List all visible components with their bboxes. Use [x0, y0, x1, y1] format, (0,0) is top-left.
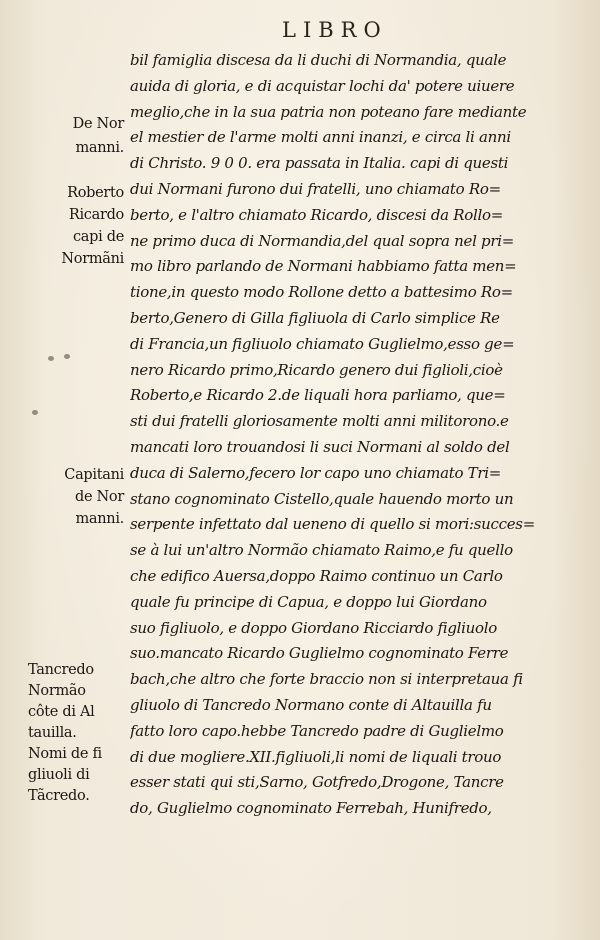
text-line: ne primo duca di Normandia,del qual sopra nel pri= — [130, 231, 514, 250]
text-line: meglio,che in la sua patria non poteano fare mediante — [130, 102, 527, 121]
margin-note-line: manni. — [75, 511, 124, 527]
text-line: suo.mancato Ricardo Guglielmo cognominato Ferre — [130, 644, 509, 663]
text-line: sti dui fratelli gloriosamente molti anni militorono.e — [130, 412, 509, 431]
text-line: che edifico Auersa,doppo Raimo continuo un Carlo — [130, 566, 503, 585]
text-line: gliuolo di Tancredo Normano conte di Altauilla fu — [130, 695, 492, 714]
margin-note-line: Nomi de fi — [28, 746, 102, 762]
margin-note-line: gliuoli di — [28, 767, 90, 783]
text-line: di Francia,un figliuolo chiamato Guglielmo,esso ge= — [130, 334, 515, 353]
text-line: di due mogliere.XII.figliuoli,li nomi de liquali trouo — [130, 747, 502, 766]
margin-note-line: Tãcredo. — [28, 788, 90, 804]
running-header: LIBRO — [282, 18, 388, 42]
margin-note-line: Normão — [28, 683, 86, 699]
margin-note-line: Tancredo — [28, 662, 94, 678]
text-line: fatto loro capo.hebbe Tancredo padre di Guglielmo — [130, 721, 504, 740]
text-line: quale fu principe di Capua, e doppo lui Giordano — [130, 592, 487, 611]
text-line: se à lui un'altro Normão chiamato Raimo,e fu quello — [130, 541, 513, 560]
text-line: duca di Salerno,fecero lor capo uno chiamato Tri= — [130, 463, 502, 482]
margin-note-tancredo — [28, 660, 124, 807]
margin-note-roberto-ricardo — [28, 182, 124, 270]
margin-note-line: tauilla. — [28, 725, 77, 741]
margin-note-line: De Nor — [72, 116, 124, 132]
margin-note-line: Capitani — [64, 467, 124, 483]
text-line: bach,che altro che forte braccio non si interpretaua fi — [130, 670, 523, 689]
text-line: berto, e l'altro chiamato Ricardo, discesi da Rollo= — [130, 205, 503, 224]
text-line: Roberto,e Ricardo 2.de liquali hora parliamo, que= — [130, 386, 506, 405]
margin-note-normanni — [28, 112, 124, 160]
body-text — [130, 48, 560, 822]
text-line: suo figliuolo, e doppo Giordano Ricciardo figliuolo — [130, 618, 497, 637]
margin-note-line: côte di Al — [28, 704, 95, 720]
text-line: tione,in questo modo Rollone detto a battesimo Ro= — [130, 283, 513, 302]
text-line: di Christo. 9 0 0. era passata in Italia. capi di questi — [130, 154, 509, 173]
text-line: dui Normani furono dui fratelli, uno chiamato Ro= — [130, 179, 501, 198]
text-line: nero Ricardo primo,Ricardo genero dui figlioli,cioè — [130, 360, 503, 379]
margin-note-line: Normãni — [61, 251, 124, 267]
text-line: serpente infettato dal ueneno di quello si mori:succes= — [130, 515, 535, 534]
margin-note-line: capi de — [72, 229, 124, 245]
ink-blot — [64, 354, 70, 359]
text-line: esser stati qui sti,Sarno, Gotfredo,Drogone, Tancre — [130, 773, 504, 792]
margin-note-capitani — [28, 464, 124, 530]
margin-note-line: Roberto — [67, 185, 124, 201]
text-line: berto,Genero di Gilla figliuola di Carlo simplice Re — [130, 308, 500, 327]
text-line: el mestier de l'arme molti anni inanzi, e circa li anni — [130, 128, 511, 147]
ink-blot — [32, 410, 38, 415]
text-line: bil famiglia discesa da li duchi di Normandia, quale — [130, 51, 507, 69]
text-line: auida di gloria, e di acquistar lochi da' potere uiuere — [130, 76, 515, 95]
text-line: mancati loro trouandosi li suci Normani al soldo del — [130, 437, 510, 456]
margin-note-line: Ricardo — [68, 207, 124, 223]
text-line: stano cognominato Cistello,quale hauendo morto un — [130, 489, 514, 508]
text-line: do, Guglielmo cognominato Ferrebah, Hunifredo, — [130, 799, 492, 818]
margin-note-line: de Nor — [74, 489, 124, 505]
ink-blot — [48, 356, 54, 361]
margin-note-line: manni. — [75, 140, 124, 156]
text-line: mo libro parlando de Normani habbiamo fatta men= — [130, 257, 517, 276]
